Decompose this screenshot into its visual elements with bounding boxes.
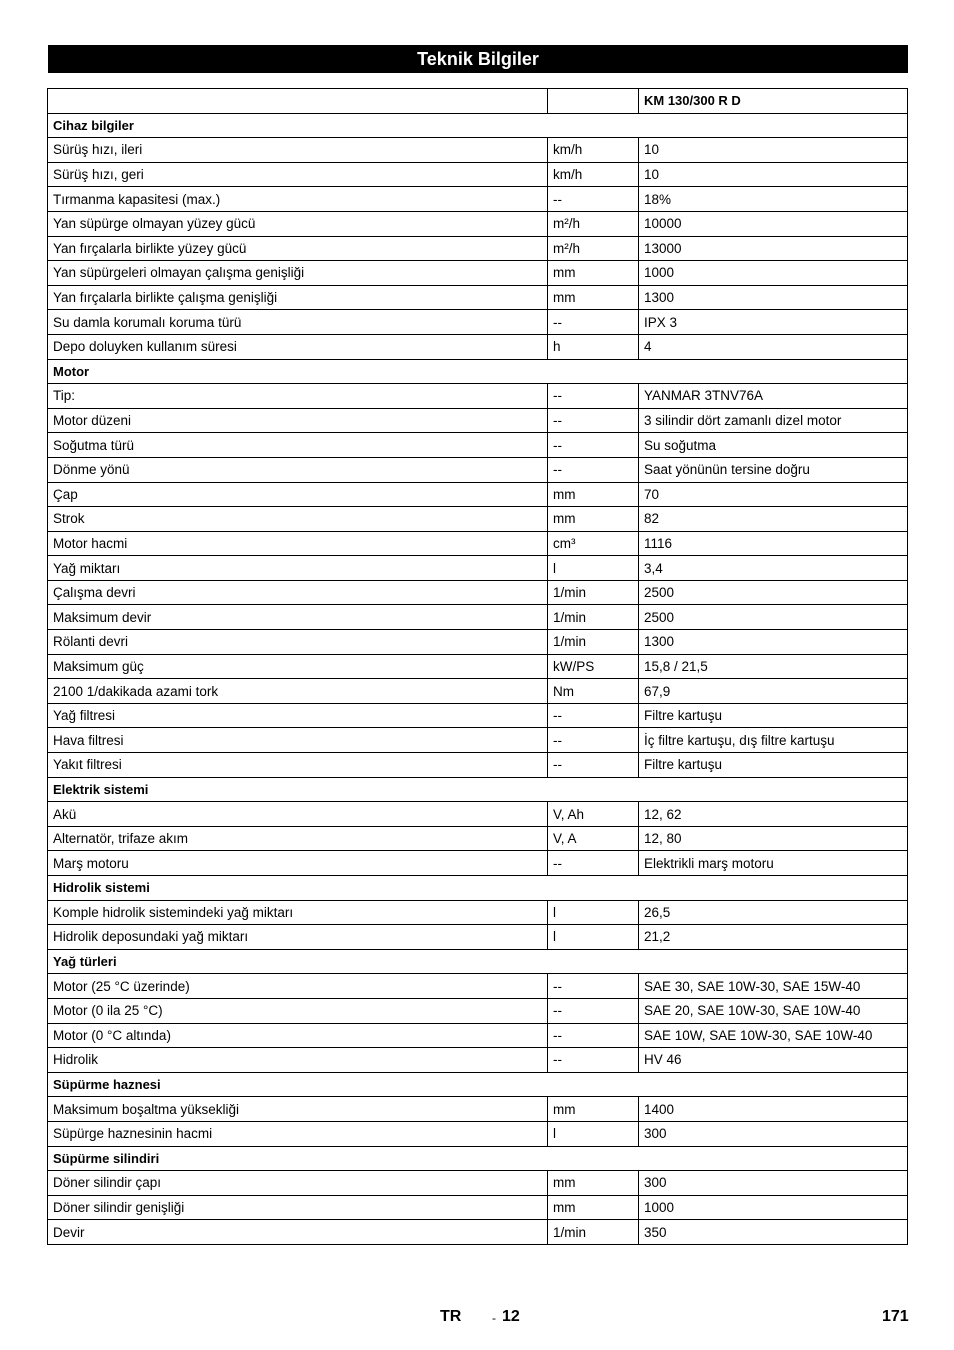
table-row xyxy=(48,974,908,999)
spec-unit-cell: -- xyxy=(548,457,639,482)
spec-value-cell: 70 xyxy=(639,482,908,507)
table-row xyxy=(48,531,908,556)
spec-unit-cell: mm xyxy=(548,1097,639,1122)
footer-dash: - xyxy=(492,1311,496,1325)
spec-value-cell: 10 xyxy=(639,138,908,163)
table-row xyxy=(48,236,908,261)
spec-value-cell: 1116 xyxy=(639,531,908,556)
spec-value-cell: 15,8 / 21,5 xyxy=(639,654,908,679)
spec-unit-cell: mm xyxy=(548,482,639,507)
spec-unit-cell: kW/PS xyxy=(548,654,639,679)
spec-value-cell: 10 xyxy=(639,162,908,187)
spec-label-cell: Maksimum güç xyxy=(48,654,548,679)
spec-value-cell: 82 xyxy=(639,507,908,532)
spec-label-cell: Su damla korumalı koruma türü xyxy=(48,310,548,335)
spec-unit-cell: -- xyxy=(548,703,639,728)
footer-language: TR xyxy=(440,1308,462,1325)
spec-value-cell: 3 silindir dört zamanlı dizel motor xyxy=(639,408,908,433)
spec-label-cell: Hidrolik deposundaki yağ miktarı xyxy=(48,925,548,950)
header-model-cell: KM 130/300 R D xyxy=(639,89,908,114)
spec-value-cell: 2500 xyxy=(639,605,908,630)
section-heading: Elektrik sistemi xyxy=(48,777,908,802)
table-row xyxy=(48,261,908,286)
table-row xyxy=(48,851,908,876)
table-row xyxy=(48,703,908,728)
table-row xyxy=(48,187,908,212)
spec-unit-cell: l xyxy=(548,556,639,581)
spec-unit-cell: -- xyxy=(548,408,639,433)
spec-value-cell: SAE 10W, SAE 10W-30, SAE 10W-40 xyxy=(639,1023,908,1048)
section-row xyxy=(48,359,908,384)
table-row xyxy=(48,507,908,532)
table-row xyxy=(48,654,908,679)
spec-unit-cell: l xyxy=(548,900,639,925)
spec-value-cell: 26,5 xyxy=(639,900,908,925)
spec-unit-cell: -- xyxy=(548,384,639,409)
spec-label-cell: Strok xyxy=(48,507,548,532)
spec-value-cell: 13000 xyxy=(639,236,908,261)
spec-label-cell: Akü xyxy=(48,802,548,827)
spec-label-cell: Yakıt filtresi xyxy=(48,753,548,778)
spec-unit-cell: V, A xyxy=(548,826,639,851)
spec-label-cell: Sürüş hızı, geri xyxy=(48,162,548,187)
spec-unit-cell: km/h xyxy=(548,138,639,163)
spec-label-cell: Hidrolik xyxy=(48,1048,548,1073)
spec-label-cell: Motor (0 °C altında) xyxy=(48,1023,548,1048)
spec-label-cell: Rölanti devri xyxy=(48,630,548,655)
table-row xyxy=(48,1121,908,1146)
spec-label-cell: Yağ filtresi xyxy=(48,703,548,728)
spec-label-cell: Soğutma türü xyxy=(48,433,548,458)
table-row xyxy=(48,433,908,458)
spec-label-cell: Yan süpürgeleri olmayan çalışma genişliği xyxy=(48,261,548,286)
spec-value-cell: Elektrikli marş motoru xyxy=(639,851,908,876)
section-heading: Hidrolik sistemi xyxy=(48,876,908,901)
spec-unit-cell: 1/min xyxy=(548,1220,639,1245)
footer-page-number: 171 xyxy=(882,1308,909,1325)
spec-label-cell: Depo doluyken kullanım süresi xyxy=(48,334,548,359)
spec-label-cell: Çalışma devri xyxy=(48,580,548,605)
section-row xyxy=(48,876,908,901)
spec-unit-cell: 1/min xyxy=(548,630,639,655)
spec-label-cell: Çap xyxy=(48,482,548,507)
spec-label-cell: Devir xyxy=(48,1220,548,1245)
spec-value-cell: Saat yönünün tersine doğru xyxy=(639,457,908,482)
spec-value-cell: 350 xyxy=(639,1220,908,1245)
spec-label-cell: Tırmanma kapasitesi (max.) xyxy=(48,187,548,212)
spec-value-cell: 1000 xyxy=(639,261,908,286)
spec-label-cell: Yan süpürge olmayan yüzey gücü xyxy=(48,211,548,236)
table-row xyxy=(48,310,908,335)
table-row xyxy=(48,630,908,655)
section-row xyxy=(48,1072,908,1097)
spec-value-cell: 1300 xyxy=(639,285,908,310)
table-row xyxy=(48,1097,908,1122)
spec-unit-cell: km/h xyxy=(548,162,639,187)
spec-unit-cell: -- xyxy=(548,753,639,778)
footer-section-page: 12 xyxy=(502,1308,520,1325)
table-row xyxy=(48,605,908,630)
section-row xyxy=(48,949,908,974)
table-row xyxy=(48,1220,908,1245)
table-row xyxy=(48,826,908,851)
section-heading: Motor xyxy=(48,359,908,384)
spec-label-cell: Alternatör, trifaze akım xyxy=(48,826,548,851)
spec-unit-cell: -- xyxy=(548,1023,639,1048)
spec-value-cell: 10000 xyxy=(639,211,908,236)
spec-unit-cell: V, Ah xyxy=(548,802,639,827)
spec-label-cell: Süpürge haznesinin hacmi xyxy=(48,1121,548,1146)
spec-unit-cell: -- xyxy=(548,187,639,212)
spec-unit-cell: mm xyxy=(548,1195,639,1220)
spec-unit-cell: mm xyxy=(548,1171,639,1196)
spec-unit-cell: l xyxy=(548,925,639,950)
spec-value-cell: Filtre kartuşu xyxy=(639,703,908,728)
spec-unit-cell: m²/h xyxy=(548,236,639,261)
section-row xyxy=(48,1146,908,1171)
table-row xyxy=(48,211,908,236)
spec-label-cell: Döner silindir çapı xyxy=(48,1171,548,1196)
spec-unit-cell: -- xyxy=(548,310,639,335)
header-label-cell xyxy=(48,89,548,114)
spec-unit-cell: h xyxy=(548,334,639,359)
spec-value-cell: 1400 xyxy=(639,1097,908,1122)
spec-label-cell: Komple hidrolik sistemindeki yağ miktarı xyxy=(48,900,548,925)
spec-unit-cell: l xyxy=(548,1121,639,1146)
table-row xyxy=(48,753,908,778)
table-row xyxy=(48,1195,908,1220)
spec-label-cell: Marş motoru xyxy=(48,851,548,876)
spec-unit-cell: mm xyxy=(548,507,639,532)
header-unit-cell xyxy=(548,89,639,114)
table-row xyxy=(48,580,908,605)
spec-value-cell: 12, 80 xyxy=(639,826,908,851)
table-row xyxy=(48,802,908,827)
table-row xyxy=(48,1023,908,1048)
section-heading: Cihaz bilgiler xyxy=(48,113,908,138)
table-row xyxy=(48,679,908,704)
spec-label-cell: Maksimum boşaltma yüksekliği xyxy=(48,1097,548,1122)
spec-label-cell: Döner silindir genişliği xyxy=(48,1195,548,1220)
spec-value-cell: Su soğutma xyxy=(639,433,908,458)
table-row xyxy=(48,998,908,1023)
spec-unit-cell: -- xyxy=(548,728,639,753)
spec-unit-cell: -- xyxy=(548,851,639,876)
spec-value-cell: 300 xyxy=(639,1121,908,1146)
spec-value-cell: 2500 xyxy=(639,580,908,605)
table-header-row xyxy=(48,89,908,114)
spec-unit-cell: mm xyxy=(548,285,639,310)
spec-label-cell: Yan fırçalarla birlikte çalışma genişliği xyxy=(48,285,548,310)
table-row xyxy=(48,900,908,925)
spec-value-cell: 3,4 xyxy=(639,556,908,581)
table-row xyxy=(48,482,908,507)
section-heading: Yağ türleri xyxy=(48,949,908,974)
spec-label-cell: Dönme yönü xyxy=(48,457,548,482)
spec-unit-cell: m²/h xyxy=(548,211,639,236)
spec-unit-cell: -- xyxy=(548,974,639,999)
spec-value-cell: 1000 xyxy=(639,1195,908,1220)
table-row xyxy=(48,925,908,950)
spec-value-cell: 21,2 xyxy=(639,925,908,950)
spec-label-cell: Hava filtresi xyxy=(48,728,548,753)
spec-table-body xyxy=(48,89,908,1245)
spec-label-cell: Tip: xyxy=(48,384,548,409)
spec-value-cell: IPX 3 xyxy=(639,310,908,335)
spec-unit-cell: mm xyxy=(548,261,639,286)
section-row xyxy=(48,777,908,802)
spec-unit-cell: 1/min xyxy=(548,580,639,605)
spec-value-cell: 18% xyxy=(639,187,908,212)
section-heading: Süpürme haznesi xyxy=(48,1072,908,1097)
table-row xyxy=(48,285,908,310)
page-title: Teknik Bilgiler xyxy=(48,45,908,73)
spec-unit-cell: 1/min xyxy=(548,605,639,630)
spec-value-cell: HV 46 xyxy=(639,1048,908,1073)
table-row xyxy=(48,728,908,753)
table-row xyxy=(48,556,908,581)
spec-label-cell: 2100 1/dakikada azami tork xyxy=(48,679,548,704)
table-row xyxy=(48,384,908,409)
spec-label-cell: Motor düzeni xyxy=(48,408,548,433)
spec-label-cell: Motor (25 °C üzerinde) xyxy=(48,974,548,999)
spec-label-cell: Motor hacmi xyxy=(48,531,548,556)
table-row xyxy=(48,334,908,359)
spec-value-cell: 12, 62 xyxy=(639,802,908,827)
spec-value-cell: 67,9 xyxy=(639,679,908,704)
spec-label-cell: Motor (0 ila 25 °C) xyxy=(48,998,548,1023)
table-row xyxy=(48,1171,908,1196)
spec-label-cell: Yan fırçalarla birlikte yüzey gücü xyxy=(48,236,548,261)
spec-value-cell: 1300 xyxy=(639,630,908,655)
spec-value-cell: 300 xyxy=(639,1171,908,1196)
spec-value-cell: Filtre kartuşu xyxy=(639,753,908,778)
spec-unit-cell: -- xyxy=(548,998,639,1023)
table-row xyxy=(48,408,908,433)
table-row xyxy=(48,457,908,482)
table-row xyxy=(48,162,908,187)
spec-value-cell: YANMAR 3TNV76A xyxy=(639,384,908,409)
spec-value-cell: SAE 20, SAE 10W-30, SAE 10W-40 xyxy=(639,998,908,1023)
spec-unit-cell: -- xyxy=(548,1048,639,1073)
spec-label-cell: Maksimum devir xyxy=(48,605,548,630)
spec-unit-cell: Nm xyxy=(548,679,639,704)
spec-label-cell: Yağ miktarı xyxy=(48,556,548,581)
table-row xyxy=(48,138,908,163)
spec-value-cell: 4 xyxy=(639,334,908,359)
spec-table xyxy=(47,88,908,1245)
spec-value-cell: SAE 30, SAE 10W-30, SAE 15W-40 xyxy=(639,974,908,999)
spec-unit-cell: -- xyxy=(548,433,639,458)
table-row xyxy=(48,1048,908,1073)
section-row xyxy=(48,113,908,138)
section-heading: Süpürme silindiri xyxy=(48,1146,908,1171)
spec-value-cell: İç filtre kartuşu, dış filtre kartuşu xyxy=(639,728,908,753)
spec-unit-cell: cm³ xyxy=(548,531,639,556)
spec-label-cell: Sürüş hızı, ileri xyxy=(48,138,548,163)
